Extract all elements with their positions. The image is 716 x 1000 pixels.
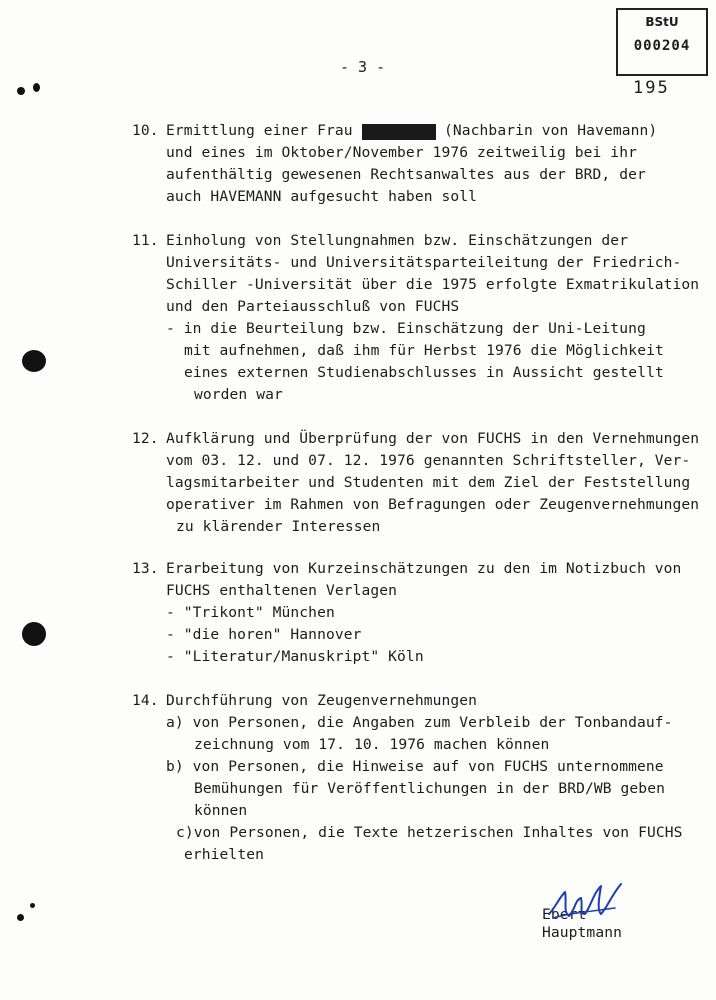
item-12-line: lagsmitarbeiter und Studenten mit dem Ziel der Feststellung [166, 474, 691, 491]
item-10-line: auch HAVEMANN aufgesucht haben soll [166, 188, 478, 205]
leaf-number: 195 [633, 78, 670, 98]
punch-hole-upper [22, 350, 46, 372]
item-11-line: und den Parteiausschluß von FUCHS [166, 298, 460, 315]
item-10-line: und eines im Oktober/November 1976 zeitweilig bei ihr [166, 144, 637, 161]
item-14-line: zeichnung vom 17. 10. 1976 machen können [194, 736, 550, 753]
item-13-number: 13. [132, 560, 159, 577]
item-12-number: 12. [132, 430, 159, 447]
item-10-line: Ermittlung einer Frau [166, 122, 353, 139]
item-11-line: - in die Beurteilung bzw. Einschätzung der Uni-Leitung [166, 320, 646, 337]
page-number: - 3 - [340, 58, 386, 76]
stamp-number: 000204 [633, 38, 691, 54]
signature-rank: Hauptmann [542, 924, 622, 941]
item-14-line: c)von Personen, die Texte hetzerischen Inhaltes von FUCHS [176, 824, 683, 841]
redaction-bar [362, 124, 436, 140]
punch-mark-bottom-2 [30, 903, 35, 908]
item-11-line: eines externen Studienabschlusses in Aussicht gestellt [184, 364, 664, 381]
item-11-line: Universitäts- und Universitätsparteileitung der Friedrich- [166, 254, 682, 271]
item-14-line: b) von Personen, die Hinweise auf von FUCHS unternommene [166, 758, 664, 775]
item-11-line: worden war [194, 386, 283, 403]
item-14-line: a) von Personen, die Angaben zum Verbleib der Tonbandauf- [166, 714, 673, 731]
item-10-line: (Nachbarin von Havemann) [444, 122, 658, 139]
punch-hole-lower [22, 622, 46, 646]
item-11-line: mit aufnehmen, daß ihm für Herbst 1976 die Möglichkeit [184, 342, 664, 359]
archive-stamp [616, 8, 708, 76]
item-14-number: 14. [132, 692, 159, 709]
item-13-line: Erarbeitung von Kurzeinschätzungen zu den im Notizbuch von [166, 560, 682, 577]
item-10-line: aufenthältig gewesenen Rechtsanwaltes aus der BRD, der [166, 166, 646, 183]
item-11-line: Schiller -Universität über die 1975 erfolgte Exmatrikulation [166, 276, 700, 293]
signature-name: Ebert [542, 906, 587, 923]
item-14-line: Durchführung von Zeugenvernehmungen [166, 692, 478, 709]
item-13-line: - "Literatur/Manuskript" Köln [166, 648, 424, 665]
item-13-line: - "die horen" Hannover [166, 626, 362, 643]
item-12-line: vom 03. 12. und 07. 12. 1976 genannten Schriftsteller, Ver- [166, 452, 691, 469]
item-11-line: Einholung von Stellungnahmen bzw. Einschätzungen der [166, 232, 629, 249]
item-14-line: Bemühungen für Veröffentlichungen in der BRD/WB geben [194, 780, 665, 797]
stamp-label: BStU [645, 15, 679, 29]
item-14-line: können [194, 802, 248, 819]
item-11-number: 11. [132, 232, 159, 249]
item-12-line: Aufklärung und Überprüfung der von FUCHS in den Vernehmungen [166, 430, 700, 447]
item-13-line: - "Trikont" München [166, 604, 335, 621]
handwritten-signature [545, 878, 627, 928]
punch-mark-top [17, 87, 25, 95]
item-13-line: FUCHS enthaltenen Verlagen [166, 582, 398, 599]
item-12-line: zu klärender Interessen [176, 518, 381, 535]
punch-mark-bottom [17, 914, 24, 921]
item-12-line: operativer im Rahmen von Befragungen oder Zeugenvernehmungen [166, 496, 700, 513]
item-10-number: 10. [132, 122, 159, 139]
item-14-line: erhielten [184, 846, 264, 863]
punch-mark-top-2 [33, 83, 40, 92]
